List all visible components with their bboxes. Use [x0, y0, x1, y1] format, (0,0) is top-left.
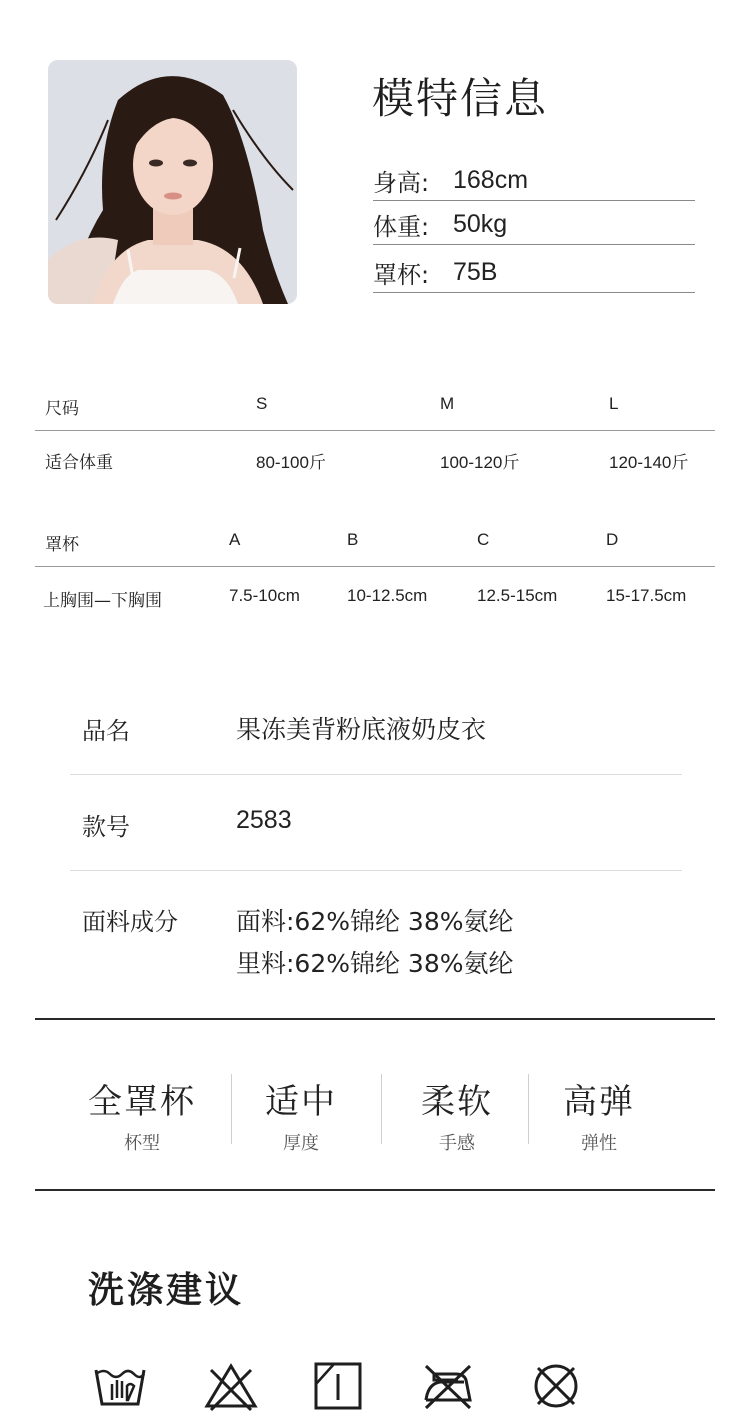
size-table-row — [35, 444, 715, 474]
feature-feel-sub: 手感 — [439, 1133, 475, 1154]
model-photo — [48, 60, 297, 304]
fabric-label: 面料成分 — [82, 908, 178, 936]
section-divider-top — [35, 1018, 715, 1020]
cup-table-row — [35, 582, 715, 612]
model-height-row — [373, 161, 695, 201]
feature-separator — [528, 1074, 529, 1144]
model-info-title: 模特信息 — [372, 74, 549, 123]
no-dry-clean-icon — [530, 1360, 586, 1414]
model-cup-row — [373, 253, 695, 293]
cup-header-a: A — [229, 530, 241, 549]
feature-thickness-title: 适中 — [265, 1082, 337, 1122]
no-bleach-icon — [203, 1360, 259, 1414]
cup-row-d: 15-17.5cm — [606, 586, 687, 605]
size-header-label: 尺码 — [45, 399, 79, 419]
size-header-s: S — [256, 394, 268, 413]
feature-elasticity — [556, 1074, 642, 1155]
cup-row-c: 12.5-15cm — [477, 586, 558, 605]
product-name-label: 品名 — [82, 717, 130, 745]
section-divider-bottom — [35, 1189, 715, 1191]
cup-header-c: C — [477, 530, 490, 549]
feature-cup-type-sub: 杯型 — [124, 1133, 160, 1154]
style-number-value: 2583 — [236, 806, 292, 834]
size-row-s: 80-100斤 — [256, 453, 326, 472]
fabric-lining: 里料:62%锦纶 38%氨纶 — [236, 949, 514, 978]
product-divider-1 — [70, 774, 682, 775]
model-cup-label: 罩杯: — [373, 261, 430, 289]
style-number-label: 款号 — [82, 813, 130, 841]
cup-row-b: 10-12.5cm — [347, 586, 428, 605]
model-height-value: 168cm — [453, 166, 529, 194]
cup-table-header — [35, 526, 715, 556]
cup-header-b: B — [347, 530, 359, 549]
model-height-label: 身高: — [373, 169, 430, 197]
hand-wash-icon — [92, 1360, 148, 1414]
size-header-l: L — [609, 394, 619, 413]
feature-feel-title: 柔软 — [421, 1082, 493, 1122]
size-row-label: 适合体重 — [45, 453, 113, 473]
cup-header-label: 罩杯 — [45, 535, 79, 555]
size-row-l: 120-140斤 — [609, 453, 689, 472]
model-weight-row — [373, 205, 695, 245]
care-title: 洗涤建议 — [88, 1270, 245, 1311]
feature-separator — [231, 1074, 232, 1144]
feature-cup-type-title: 全罩杯 — [88, 1082, 196, 1122]
feature-feel — [414, 1074, 500, 1155]
feature-separator — [381, 1074, 382, 1144]
size-header-m: M — [440, 394, 455, 413]
cup-table-divider — [35, 566, 715, 567]
fabric-outer: 面料:62%锦纶 38%氨纶 — [236, 907, 514, 936]
feature-thickness — [258, 1074, 344, 1155]
model-weight-label: 体重: — [373, 213, 430, 241]
feature-cup-type — [84, 1074, 200, 1155]
cup-header-d: D — [606, 530, 619, 549]
size-table-divider — [35, 430, 715, 431]
feature-elasticity-sub: 弹性 — [581, 1133, 617, 1154]
product-divider-2 — [70, 870, 682, 871]
line-dry-icon — [312, 1360, 368, 1414]
feature-elasticity-title: 高弹 — [563, 1082, 635, 1122]
product-name-value: 果冻美背粉底液奶皮衣 — [236, 715, 487, 744]
cup-row-label: 上胸围—下胸围 — [43, 591, 162, 611]
model-cup-value: 75B — [453, 258, 498, 286]
no-iron-icon — [420, 1360, 476, 1414]
size-row-m: 100-120斤 — [440, 453, 520, 472]
model-weight-value: 50kg — [453, 210, 508, 238]
size-table-header — [35, 390, 715, 420]
cup-row-a: 7.5-10cm — [229, 586, 300, 605]
feature-thickness-sub: 厚度 — [283, 1133, 319, 1154]
